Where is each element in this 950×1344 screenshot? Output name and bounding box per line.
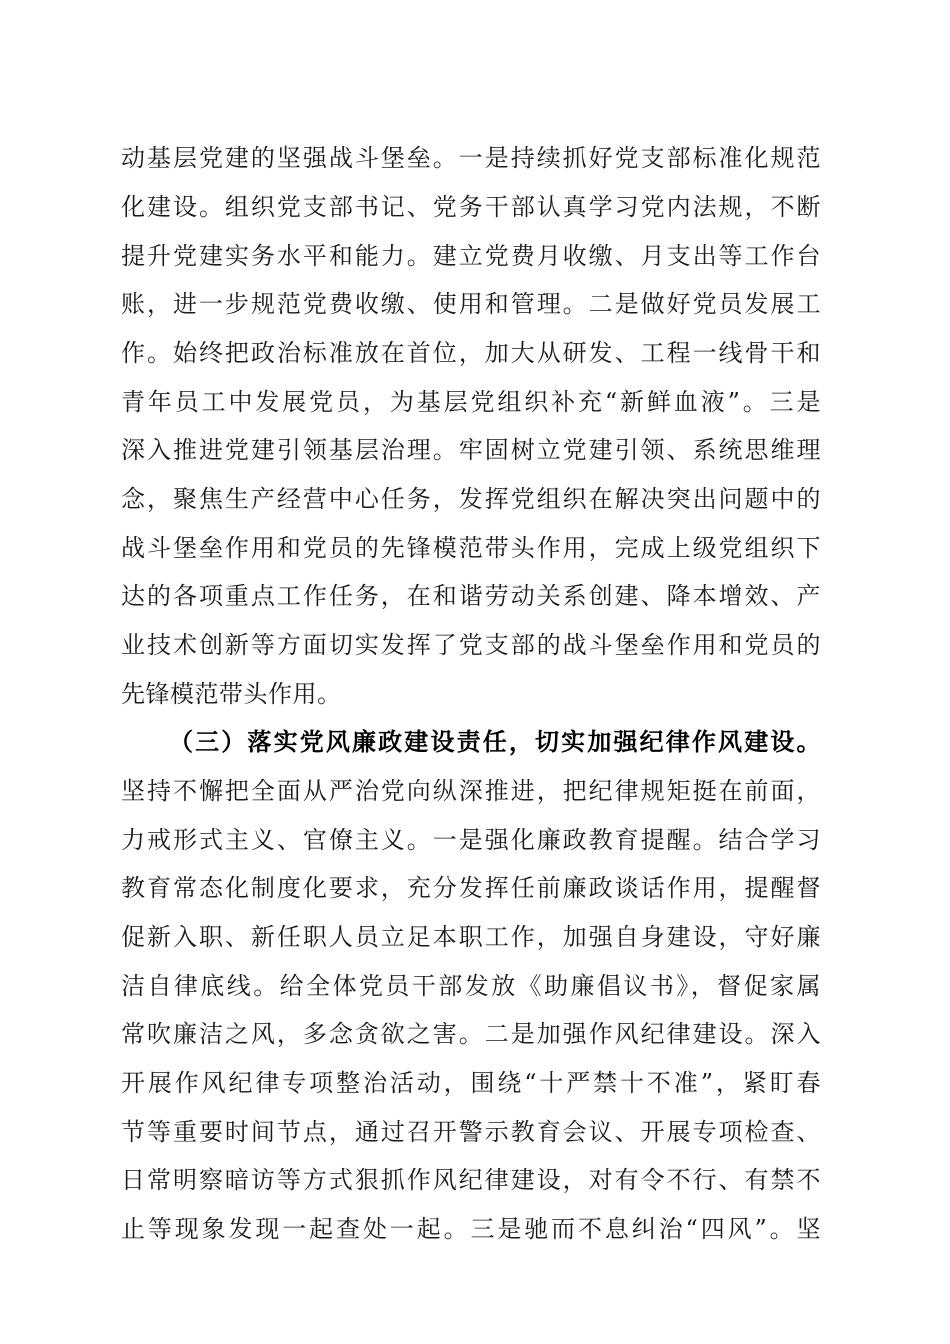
paragraph1-line-7: 深入推进党建引领基层治理。牢固树立党建引领、系统思维理 bbox=[121, 436, 821, 464]
paragraph1-line-1: 动基层党建的坚强战斗堡垒。一是持续抓好党支部标准化规范 bbox=[121, 144, 821, 172]
paragraph1-line-4: 账，进一步规范党费收缴、使用和管理。二是做好党员发展工 bbox=[121, 290, 821, 318]
paragraph1-line-8: 念，聚焦生产经营中心任务，发挥党组织在解决突出问题中的 bbox=[121, 485, 821, 513]
paragraph1-line-12: 先锋模范带头作用。 bbox=[121, 680, 342, 708]
section3-heading: （三）落实党风廉政建设责任，切实加强纪律作风建设。 bbox=[169, 727, 821, 756]
paragraph1-line-11: 业技术创新等方面切实发挥了党支部的战斗堡垒作用和党员的 bbox=[121, 631, 821, 659]
paragraph1-line-3: 提升党建实务水平和能力。建立党费月收缴、月支出等工作台 bbox=[121, 242, 821, 270]
paragraph1-line-5: 作。始终把政治标准放在首位，加大从研发、工程一线骨干和 bbox=[121, 339, 821, 367]
paragraph2-line-2: 力戒形式主义、官僚主义。一是强化廉政教育提醒。结合学习 bbox=[121, 826, 821, 854]
paragraph2-line-6: 常吹廉洁之风，多念贪欲之害。二是加强作风纪律建设。深入 bbox=[121, 1020, 821, 1048]
paragraph1-line-6: 青年员工中发展党员，为基层党组织补充“新鲜血液”。三是 bbox=[121, 388, 821, 416]
paragraph1-line-2: 化建设。组织党支部书记、党务干部认真学习党内法规，不断 bbox=[121, 193, 821, 221]
paragraph2-line-1: 坚持不懈把全面从严治党向纵深推进，把纪律规矩挺在前面， bbox=[121, 777, 821, 805]
paragraph2-line-10: 止等现象发现一起查处一起。三是驰而不息纠治“四风”。坚 bbox=[121, 1215, 821, 1243]
paragraph2-line-5: 洁自律底线。给全体党员干部发放《助廉倡议书》，督促家属 bbox=[121, 972, 821, 1000]
paragraph2-line-4: 促新入职、新任职人员立足本职工作，加强自身建设，守好廉 bbox=[121, 923, 821, 951]
paragraph1-line-9: 战斗堡垒作用和党员的先锋模范带头作用，完成上级党组织下 bbox=[121, 534, 821, 562]
paragraph1-line-10: 达的各项重点工作任务，在和谐劳动关系创建、降本增效、产 bbox=[121, 582, 821, 610]
paragraph2-line-7: 开展作风纪律专项整治活动，围绕“十严禁十不准”，紧盯春 bbox=[121, 1069, 821, 1097]
paragraph2-line-9: 日常明察暗访等方式狠抓作风纪律建设，对有令不行、有禁不 bbox=[121, 1166, 821, 1194]
paragraph2-line-8: 节等重要时间节点，通过召开警示教育会议、开展专项检查、 bbox=[121, 1118, 821, 1146]
paragraph2-line-3: 教育常态化制度化要求，充分发挥任前廉政谈话作用，提醒督 bbox=[121, 874, 821, 902]
